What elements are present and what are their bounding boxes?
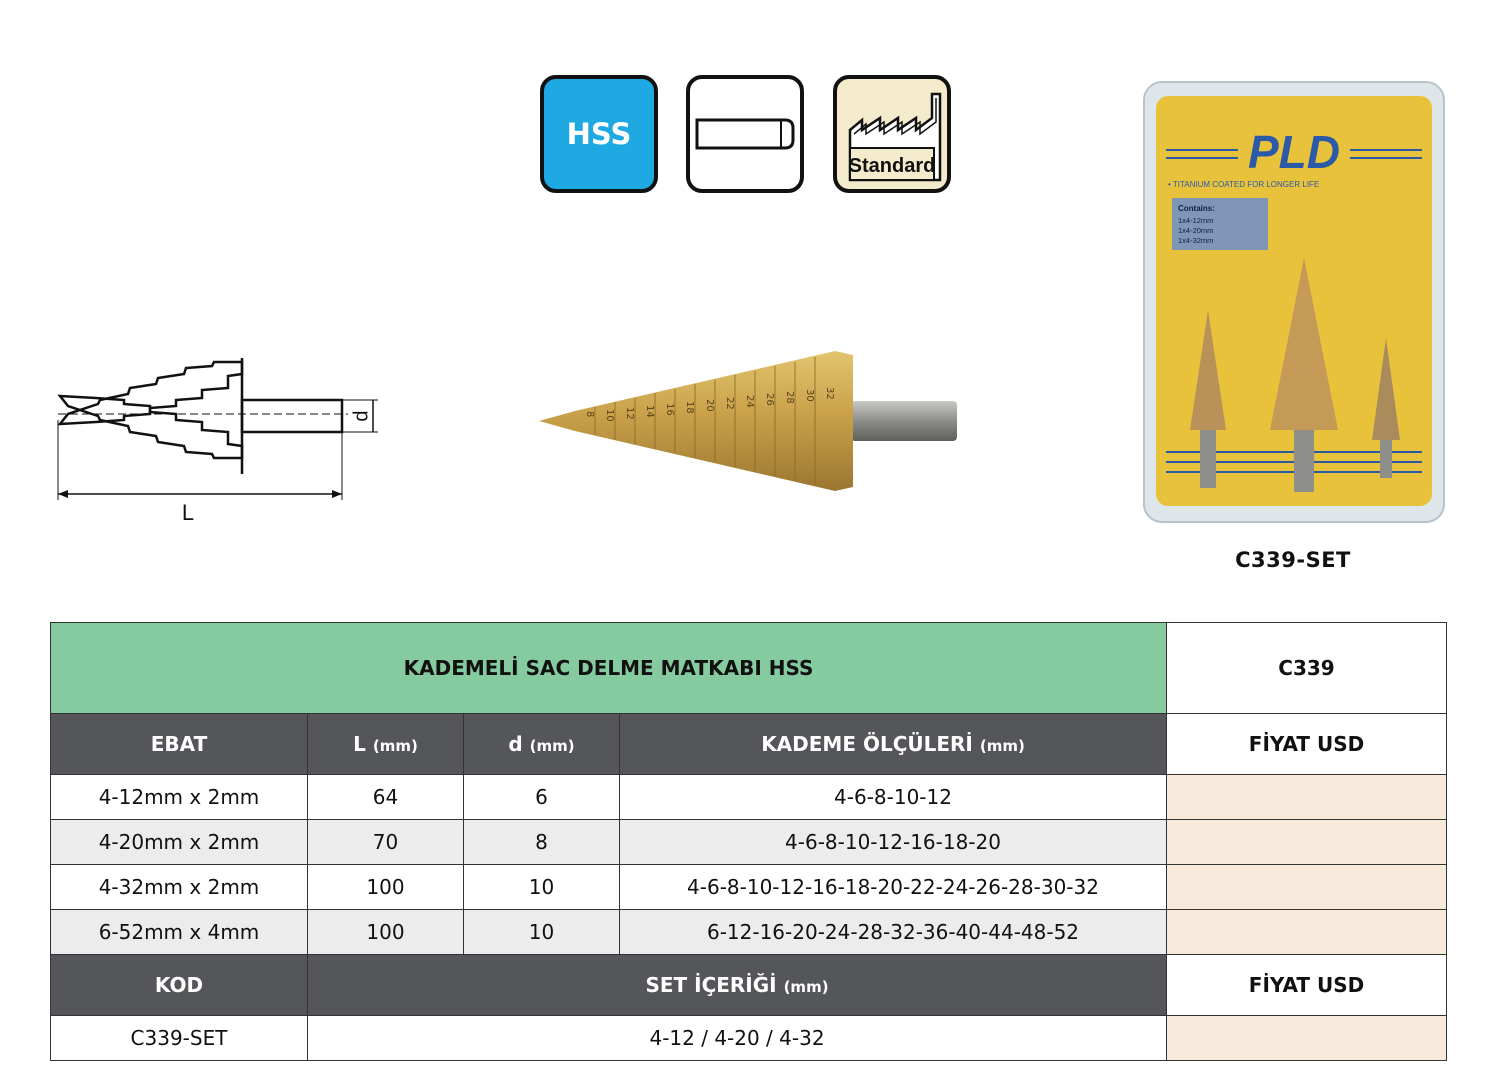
package-code-label: C339-SET	[1235, 548, 1351, 572]
cell-length: 100	[308, 865, 464, 910]
length-label: L	[181, 500, 195, 525]
header-set-code: KOD	[51, 955, 308, 1016]
cell-steps: 4-6-8-10-12	[620, 775, 1167, 820]
bit-step-label: 22	[724, 397, 735, 410]
cell-length: 70	[308, 820, 464, 865]
bit-step-label: 14	[644, 405, 655, 418]
table-row	[51, 865, 1447, 910]
bit-step-label: 30	[804, 389, 815, 402]
bit-step-label: 32	[824, 387, 835, 400]
package-brand: PLD	[1248, 126, 1340, 178]
product-spec-table	[50, 622, 1447, 1061]
bit-step-label: 20	[704, 399, 715, 412]
bit-step-label: 16	[664, 403, 675, 416]
bit-step-label: 10	[604, 409, 615, 422]
cylindrical-shank-icon	[686, 75, 804, 193]
cell-diameter: 10	[464, 865, 620, 910]
cell-size: 4-20mm x 2mm	[51, 820, 308, 865]
table-row	[51, 910, 1447, 955]
bit-step-label: 24	[744, 395, 755, 408]
cell-price	[1167, 820, 1447, 865]
bit-step-label: 26	[764, 393, 775, 406]
bit-step-label: 8	[584, 411, 595, 418]
cell-set-price	[1167, 1016, 1447, 1061]
badge-hss-label: HSS	[566, 117, 632, 151]
package-contains-item: 1x4-20mm	[1178, 226, 1214, 235]
bit-step-label: 18	[684, 401, 695, 414]
header-length: L (mm)	[308, 714, 464, 775]
table-row	[51, 775, 1447, 820]
cell-steps: 6-12-16-20-24-28-32-36-40-44-48-52	[620, 910, 1167, 955]
standard-badge	[833, 75, 951, 193]
hss-material-badge	[540, 75, 658, 193]
cell-diameter: 8	[464, 820, 620, 865]
factory-icon	[840, 82, 944, 186]
cell-diameter: 6	[464, 775, 620, 820]
badge-standard-label: Standard	[848, 155, 936, 177]
header-steps: KADEME ÖLÇÜLERİ (mm)	[620, 714, 1167, 775]
cell-length: 64	[308, 775, 464, 820]
cell-price	[1167, 865, 1447, 910]
header-price: FİYAT USD	[1167, 714, 1447, 775]
cell-steps: 4-6-8-10-12-16-18-20-22-24-26-28-30-32	[620, 865, 1167, 910]
bit-step-label: 28	[784, 391, 795, 404]
cell-set-code: C339-SET	[51, 1016, 308, 1061]
cell-size: 4-32mm x 2mm	[51, 865, 308, 910]
cell-length: 100	[308, 910, 464, 955]
package-contains-item: 1x4-32mm	[1178, 236, 1214, 245]
cell-price	[1167, 910, 1447, 955]
cell-price	[1167, 775, 1447, 820]
header-diameter: d (mm)	[464, 714, 620, 775]
step-drill-photo	[535, 345, 965, 495]
cell-steps: 4-6-8-10-12-16-18-20	[620, 820, 1167, 865]
header-set-price: FİYAT USD	[1167, 955, 1447, 1016]
header-set-contents: SET İÇERİĞİ (mm)	[308, 955, 1167, 1016]
cell-size: 4-12mm x 2mm	[51, 775, 308, 820]
diameter-label: d	[350, 410, 373, 422]
bit-step-label: 12	[624, 407, 635, 420]
product-code: C339	[1167, 623, 1447, 714]
step-drill-technical-drawing	[48, 350, 388, 530]
cell-size: 6-52mm x 4mm	[51, 910, 308, 955]
table-row	[51, 820, 1447, 865]
package-contains-title: Contains:	[1178, 204, 1215, 213]
c339-set-package-photo	[1142, 80, 1447, 525]
package-contains-item: 1x4-12mm	[1178, 216, 1214, 225]
package-tagline: • TITANIUM COATED FOR LONGER LIFE	[1168, 180, 1320, 189]
set-row	[51, 1016, 1447, 1061]
header-size: EBAT	[51, 714, 308, 775]
table-title: KADEMELİ SAC DELME MATKABI HSS	[51, 623, 1167, 714]
cell-diameter: 10	[464, 910, 620, 955]
cell-set-contents: 4-12 / 4-20 / 4-32	[308, 1016, 1167, 1061]
